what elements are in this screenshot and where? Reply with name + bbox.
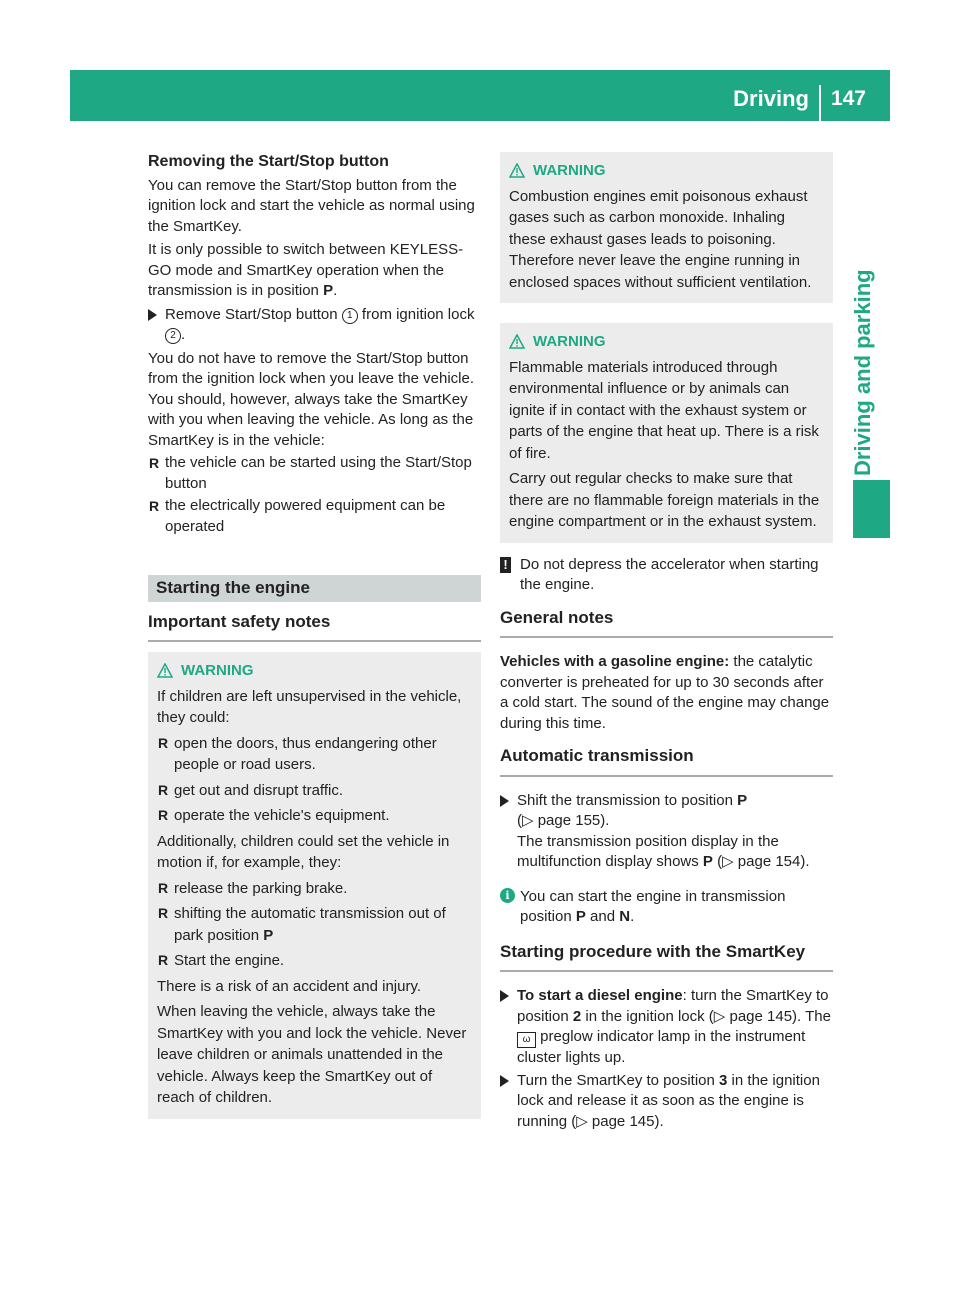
right-column (500, 152, 833, 1132)
removing-paragraph-1: You can remove the Start/Stop button from the ignition lock and start the vehicle as normal using the SmartKey. (148, 176, 475, 235)
bullet-icon: R (158, 734, 169, 751)
bullet-icon: R (158, 952, 169, 968)
bullet-icon: R (158, 879, 169, 896)
safety-notes-heading: Important safety notes (148, 612, 481, 643)
warning-heading: WARNING (509, 331, 825, 353)
warning-triangle-icon (157, 663, 173, 678)
diesel-start-step: To start a diesel engine: turn the SmartKey to position 2 in the ignition lock (▷ page 145). The ω preglow indicator lamp in the instrument cluster lights up. (500, 986, 833, 1069)
bullet-icon: R (158, 781, 169, 798)
step-arrow-icon (148, 309, 157, 321)
list-item: R shifting the automatic transmission out of park position P (158, 905, 446, 944)
general-notes-heading: General notes (500, 608, 833, 639)
left-column (148, 152, 481, 1119)
warning-heading: WARNING (157, 660, 473, 682)
list-item: R get out and disrupt traffic. (157, 780, 473, 802)
callout-2-icon: 2 (165, 328, 181, 344)
warning-box-flammable (500, 323, 833, 543)
warning-text: Additionally, children could set the vehicle in motion if, for example, they: (157, 832, 450, 871)
bullet-icon: R (149, 498, 160, 514)
warning-heading: WARNING (509, 160, 825, 182)
warning-text: When leaving the vehicle, always take the SmartKey with you and lock the vehicle. Never leave children or animals unattended in the vehicle. Always keep the SmartKey out of reach of children. (157, 1003, 467, 1106)
removing-paragraph-3: You do not have to remove the Start/Stop button from the ignition lock when you leave the vehicle. You should, however, always take the SmartKey with you when leaving the vehicle. As long as the SmartKey is in the vehicle: (148, 349, 475, 449)
list-item: R the vehicle can be started using the Start/Stop button (149, 454, 472, 492)
side-tab-marker (853, 480, 890, 538)
list-item: R operate the vehicle's equipment. (157, 805, 473, 827)
step-arrow-icon (500, 1075, 509, 1087)
callout-1-icon: 1 (342, 308, 358, 324)
warning-triangle-icon (509, 163, 525, 178)
header-bar (70, 70, 890, 121)
automatic-transmission-heading: Automatic transmission (500, 746, 833, 777)
list-item: R release the parking brake. (157, 878, 473, 900)
section-title: Starting the engine (148, 575, 481, 602)
removing-heading: Removing the Start/Stop button (148, 153, 389, 170)
warning-box-children (148, 652, 481, 1119)
bullet-icon: R (158, 807, 169, 823)
bullet-icon: R (149, 455, 160, 471)
step-arrow-icon (500, 795, 509, 807)
step-arrow-icon (500, 990, 509, 1002)
exclamation-icon: ! (500, 557, 511, 573)
page-number: 147 (830, 87, 866, 110)
list-item: R Start the engine. (157, 950, 473, 972)
bullet-icon: R (158, 905, 169, 921)
list-item: R the electrically powered equipment can be operated (149, 497, 446, 535)
warning-box-exhaust (500, 152, 833, 303)
warning-text: There is a risk of an accident and injury. (157, 977, 422, 995)
info-note: i You can start the engine in transmission position P and N. (500, 887, 833, 928)
removing-step: Remove Start/Stop button 1 from ignition lock 2 . (148, 305, 481, 346)
chapter-title: Driving (733, 85, 821, 121)
warning-text: Combustion engines emit poisonous exhaust gases such as carbon monoxide. Inhaling these exhaust gases leads to poisoning. Therefore never leave the engine running in enclosed spaces without sufficient ventilation. (509, 187, 812, 291)
list-item: R open the doors, thus endangering other people or road users. (158, 734, 437, 773)
removing-paragraph-2: It is only possible to switch between KEYLESS-GO mode and SmartKey operation when the transmission is in position P. (148, 241, 464, 299)
warning-text: Flammable materials introduced through environmental influence or by animals can ignite if in contact with the exhaust system or parts of the engine that heat up. There is a risk of fire. (509, 358, 819, 462)
caution-note: ! Do not depress the accelerator when starting the engine. (500, 555, 833, 596)
warning-text: If children are left unsupervised in the vehicle, they could: (157, 687, 462, 726)
info-icon: i (500, 888, 515, 903)
warning-triangle-icon (509, 334, 525, 349)
side-tab-label: Driving and parking (850, 269, 875, 476)
smartkey-heading: Starting procedure with the SmartKey (500, 942, 833, 973)
warning-text: Carry out regular checks to make sure that there are no flammable foreign materials in the engine compartment or in the exhaust system. (509, 470, 820, 530)
turn-key-step: Turn the SmartKey to position 3 in the ignition lock and release it as soon as the engine is running (▷ page 145). (500, 1071, 833, 1133)
preglow-lamp-icon: ω (517, 1032, 536, 1048)
general-notes-text: Vehicles with a gasoline engine: the catalytic converter is preheated for up to 30 seconds after a cold start. The sound of the engine may change during this time. (500, 653, 830, 732)
transmission-step: Shift the transmission to position P (▷ page 155). The transmission position display in the multifunction display shows P (▷ page 154). (500, 791, 833, 873)
